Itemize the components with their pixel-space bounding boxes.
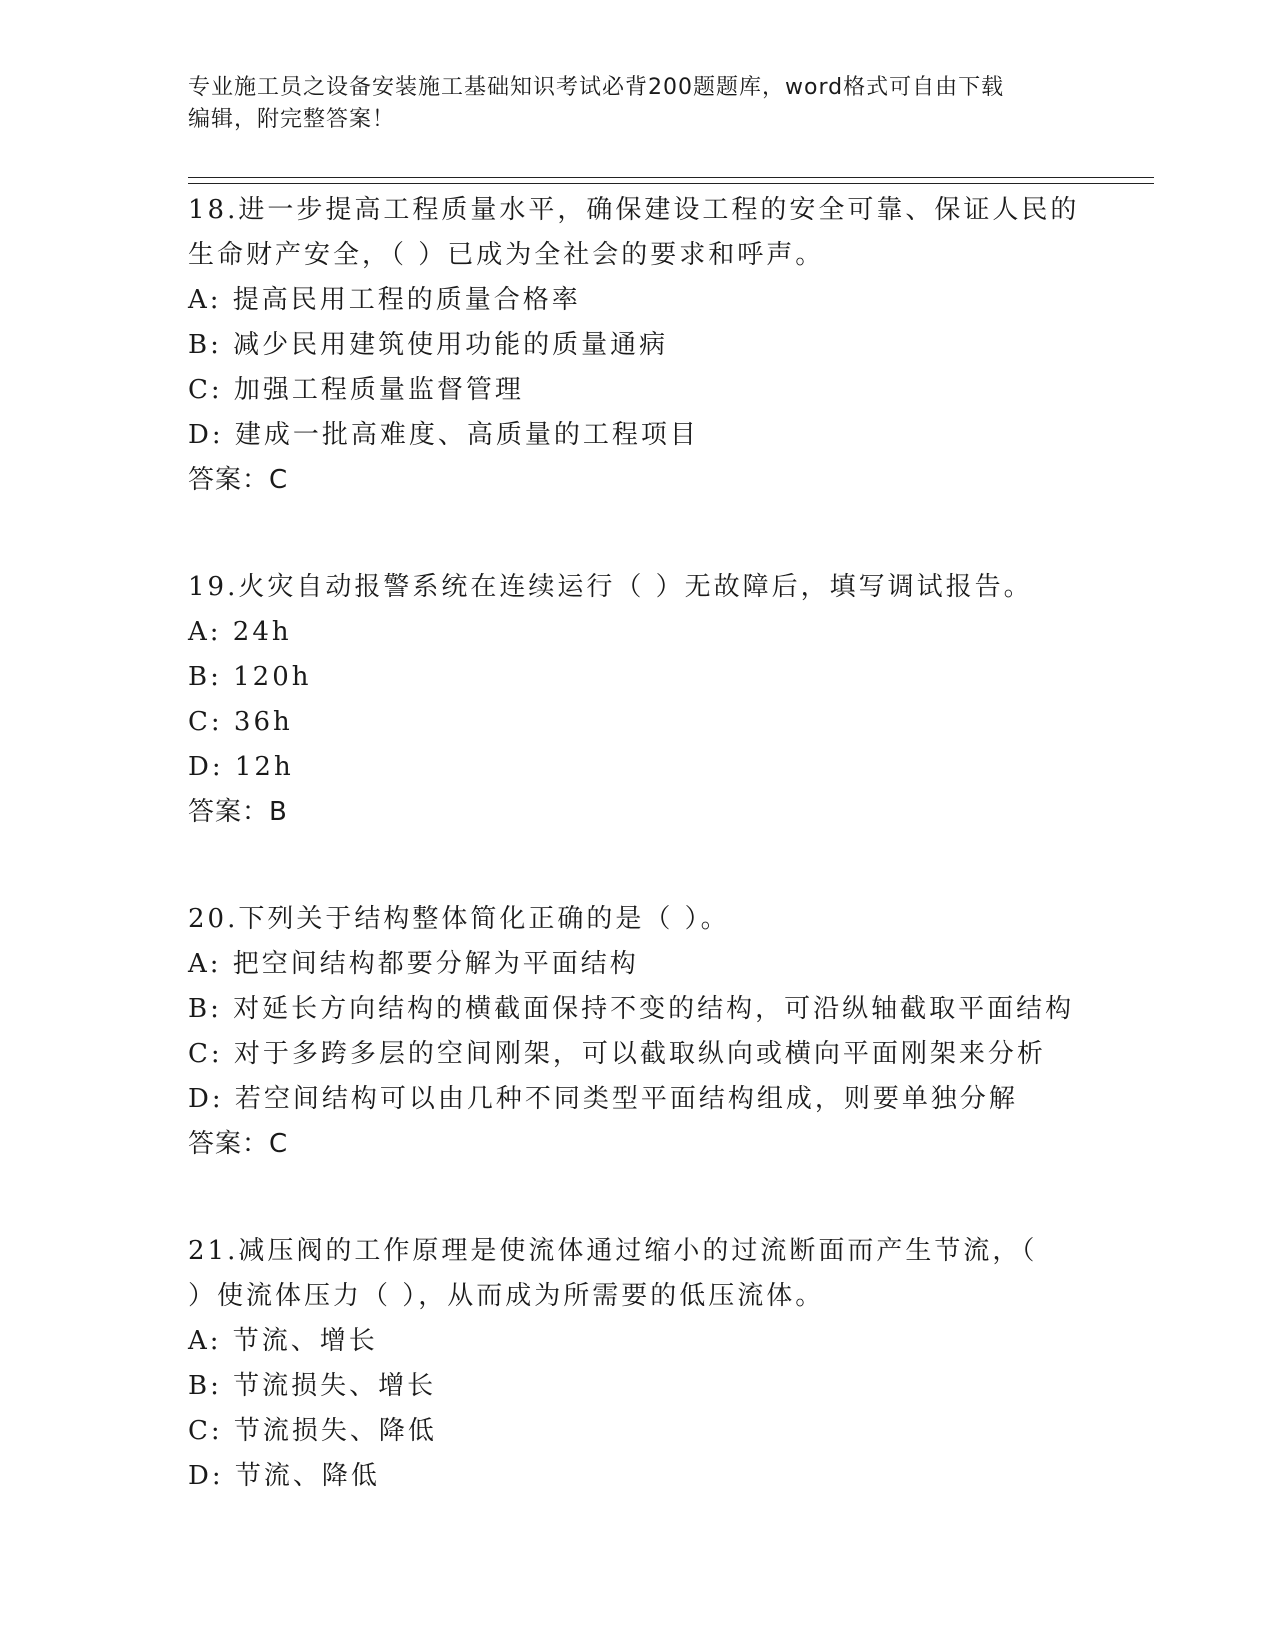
option-d: D: 若空间结构可以由几种不同类型平面结构组成，则要单独分解 [188, 1084, 1018, 1114]
option-a: A: 节流、增长 [188, 1326, 378, 1356]
option-a: A: 提高民用工程的质量合格率 [188, 285, 581, 315]
option-d: D: 节流、降低 [188, 1461, 380, 1491]
question-19 [188, 565, 1108, 835]
option-b: B: 节流损失、增长 [188, 1371, 437, 1401]
option-d: D: 建成一批高难度、高质量的工程项目 [188, 420, 699, 450]
question-stem-line: 21.减压阀的工作原理是使流体通过缩小的过流断面而产生节流，（ [188, 1236, 1038, 1266]
question-21 [188, 1229, 1108, 1499]
option-c: C: 对于多跨多层的空间刚架，可以截取纵向或横向平面刚架来分析 [188, 1039, 1046, 1069]
option-d: D: 12h [188, 752, 294, 782]
option-c: C: 节流损失、降低 [188, 1416, 437, 1446]
question-stem-line: 18.进一步提高工程质量水平，确保建设工程的安全可靠、保证人民的 [188, 195, 1080, 225]
question-18 [188, 188, 1108, 503]
question-20 [188, 897, 1108, 1167]
option-a: A: 24h [188, 617, 292, 647]
answer-line: 答案：C [188, 1129, 289, 1159]
header-divider-top [188, 177, 1154, 178]
option-a: A: 把空间结构都要分解为平面结构 [188, 949, 639, 979]
question-list [188, 188, 1108, 1561]
header-divider-bottom [188, 183, 1154, 184]
question-stem-line: 20.下列关于结构整体简化正确的是（ ）。 [188, 904, 730, 934]
question-stem-line: ）使流体压力（ ），从而成为所需要的低压流体。 [188, 1281, 825, 1311]
answer-line: 答案：B [188, 797, 288, 827]
question-stem-line: 生命财产安全，（ ）已成为全社会的要求和呼声。 [188, 240, 825, 270]
option-b: B: 120h [188, 662, 312, 692]
answer-line: 答案：C [188, 465, 289, 495]
option-c: C: 加强工程质量监督管理 [188, 375, 524, 405]
option-c: C: 36h [188, 707, 293, 737]
document-header [188, 72, 1068, 136]
header-line-1: 专业施工员之设备安装施工基础知识考试必背200题题库，word格式可自由下载 [188, 75, 1005, 100]
header-line-2: 编辑，附完整答案！ [188, 107, 396, 132]
option-b: B: 对延长方向结构的横截面保持不变的结构，可沿纵轴截取平面结构 [188, 994, 1075, 1024]
option-b: B: 减少民用建筑使用功能的质量通病 [188, 330, 669, 360]
question-stem-line: 19.火灾自动报警系统在连续运行（ ）无故障后，填写调试报告。 [188, 572, 1033, 602]
